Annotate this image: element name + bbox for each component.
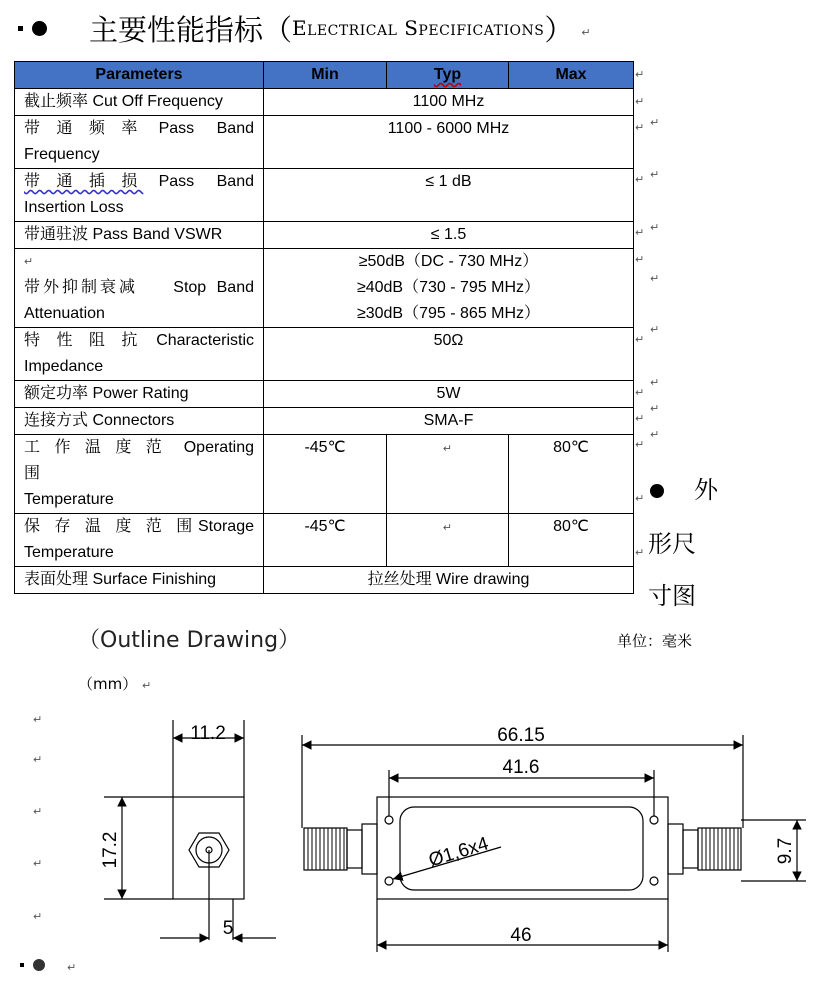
dim-body-height: 9.7 (775, 837, 796, 865)
table-header-row (15, 62, 634, 89)
paragraph-mark: ↵ (650, 323, 660, 336)
impedance-label: 特 性 阻 抗 Characteristic Impedance (15, 328, 264, 381)
header-parameters: Parameters (15, 62, 264, 89)
operating-label: 工 作 温 度 范 围 Operating Temperature (15, 435, 264, 514)
paragraph-mark: ↵ (635, 412, 645, 425)
paragraph-mark: ↵ (635, 546, 645, 559)
insertion-value: ≤ 1 dB (264, 169, 634, 222)
storage-typ: ↵ (387, 514, 509, 567)
section-heading (18, 6, 591, 50)
table-row (15, 381, 634, 408)
table-row (15, 408, 634, 435)
dim-hole-spacing: 41.6 (502, 757, 540, 778)
dim-side-height: 17.2 (100, 831, 121, 869)
paragraph-mark: ↵ (33, 857, 43, 870)
paragraph-mark: ↵ (650, 168, 660, 181)
heading-subtitle: Electrical Specifications (292, 16, 545, 40)
heading-title: 主要性能指标（ (89, 12, 293, 47)
header-max: Max (509, 62, 634, 89)
surface-value: 拉丝处理 Wire drawing (264, 567, 634, 594)
heading-close: ） (544, 12, 574, 47)
table-row (15, 169, 634, 222)
paragraph-mark: ↵ (67, 961, 77, 974)
paragraph-mark: ↵ (635, 386, 645, 399)
unit-note: 单位：毫米 (617, 632, 693, 650)
dim-total-length: 66.15 (497, 725, 545, 746)
impedance-value: 50Ω (264, 328, 634, 381)
mount-hole (385, 816, 393, 824)
storage-min: -45℃ (264, 514, 387, 567)
power-value: 5W (264, 381, 634, 408)
mount-hole (650, 877, 658, 885)
dim-body-length: 46 (510, 925, 532, 946)
cutoff-label: 截止频率 Cut Off Frequency (15, 89, 264, 116)
paragraph-mark: ↵ (635, 492, 645, 505)
operating-min: -45℃ (264, 435, 387, 514)
paragraph-mark: ↵ (635, 121, 645, 134)
connectors-label: 连接方式 Connectors (15, 408, 264, 435)
paragraph-mark: ↵ (33, 805, 43, 818)
paragraph-mark: ↵ (635, 226, 645, 239)
spec-table (14, 61, 634, 594)
stopband-values: ≥50dB（DC - 730 MHz） ≥40dB（730 - 795 MHz） ≥30dB（795 - 865 MHz） (264, 249, 634, 328)
operating-typ: ↵ (387, 435, 509, 514)
cutoff-value: 1100 MHz (264, 89, 634, 116)
paragraph-mark: ↵ (635, 253, 645, 266)
paragraph-mark: ↵ (650, 272, 660, 285)
passband-value: 1100 - 6000 MHz (264, 116, 634, 169)
paragraph-mark: ↵ (635, 68, 645, 81)
bullet-square (20, 963, 24, 967)
top-view-body (377, 797, 668, 899)
paragraph-mark: ↵ (635, 173, 645, 186)
paragraph-mark: ↵ (635, 333, 645, 346)
paragraph-mark: ↵ (33, 713, 43, 726)
table-row (15, 328, 634, 381)
mount-hole (650, 816, 658, 824)
insertion-label: 带 通 插 损 Pass Band Insertion Loss (15, 169, 264, 222)
stopband-label: ↵ 带外抑制衰减 Stop Band Attenuation (15, 249, 264, 328)
header-typ: Typ (387, 62, 509, 89)
vswr-value: ≤ 1.5 (264, 222, 634, 249)
connectors-value: SMA-F (264, 408, 634, 435)
table-row (15, 567, 634, 594)
paragraph-mark: ↵ (650, 428, 660, 441)
paragraph-mark: ↵ (33, 910, 43, 923)
paragraph-mark: ↵ (650, 221, 660, 234)
surface-label: 表面处理 Surface Finishing (15, 567, 264, 594)
bullet-dot (33, 959, 45, 971)
dim-side-width: 11.2 (190, 723, 226, 744)
paragraph-mark: ↵ (635, 438, 645, 451)
paragraph-mark: ↵ (650, 402, 660, 415)
operating-max: 80℃ (509, 435, 634, 514)
bullet-dot (32, 21, 47, 36)
paragraph-mark: ↵ (650, 116, 660, 129)
outline-title-zh: 形尺寸图 (648, 530, 696, 610)
storage-label: 保 存 温 度 范 围 Storage Temperature (15, 514, 264, 567)
power-label: 额定功率 Power Rating (15, 381, 264, 408)
mount-hole (385, 877, 393, 885)
vswr-label: 带通驻波 Pass Band VSWR (15, 222, 264, 249)
paragraph-mark: ↵ (635, 95, 645, 108)
table-row (15, 116, 634, 169)
paragraph-mark: ↵ (581, 25, 591, 39)
table-row (15, 249, 634, 328)
paragraph-mark: ↵ (33, 753, 43, 766)
table-row (15, 89, 634, 116)
dim-holes: Ø1,6x4 (426, 833, 492, 872)
unit-mm: （mm） ↵ (78, 675, 152, 693)
outline-drawing (0, 700, 822, 992)
table-row (15, 222, 634, 249)
table-row (15, 514, 634, 567)
paragraph-mark: ↵ (650, 376, 660, 389)
storage-max: 80℃ (509, 514, 634, 567)
outline-title-en: （Outline Drawing） (78, 628, 301, 653)
outline-bullet: 外 (650, 470, 718, 505)
bullet-square (18, 26, 23, 31)
table-row (15, 435, 634, 514)
dim-connector-offset: 5 (222, 918, 234, 939)
passband-label: 带 通 频 率 Pass Band Frequency (15, 116, 264, 169)
header-min: Min (264, 62, 387, 89)
